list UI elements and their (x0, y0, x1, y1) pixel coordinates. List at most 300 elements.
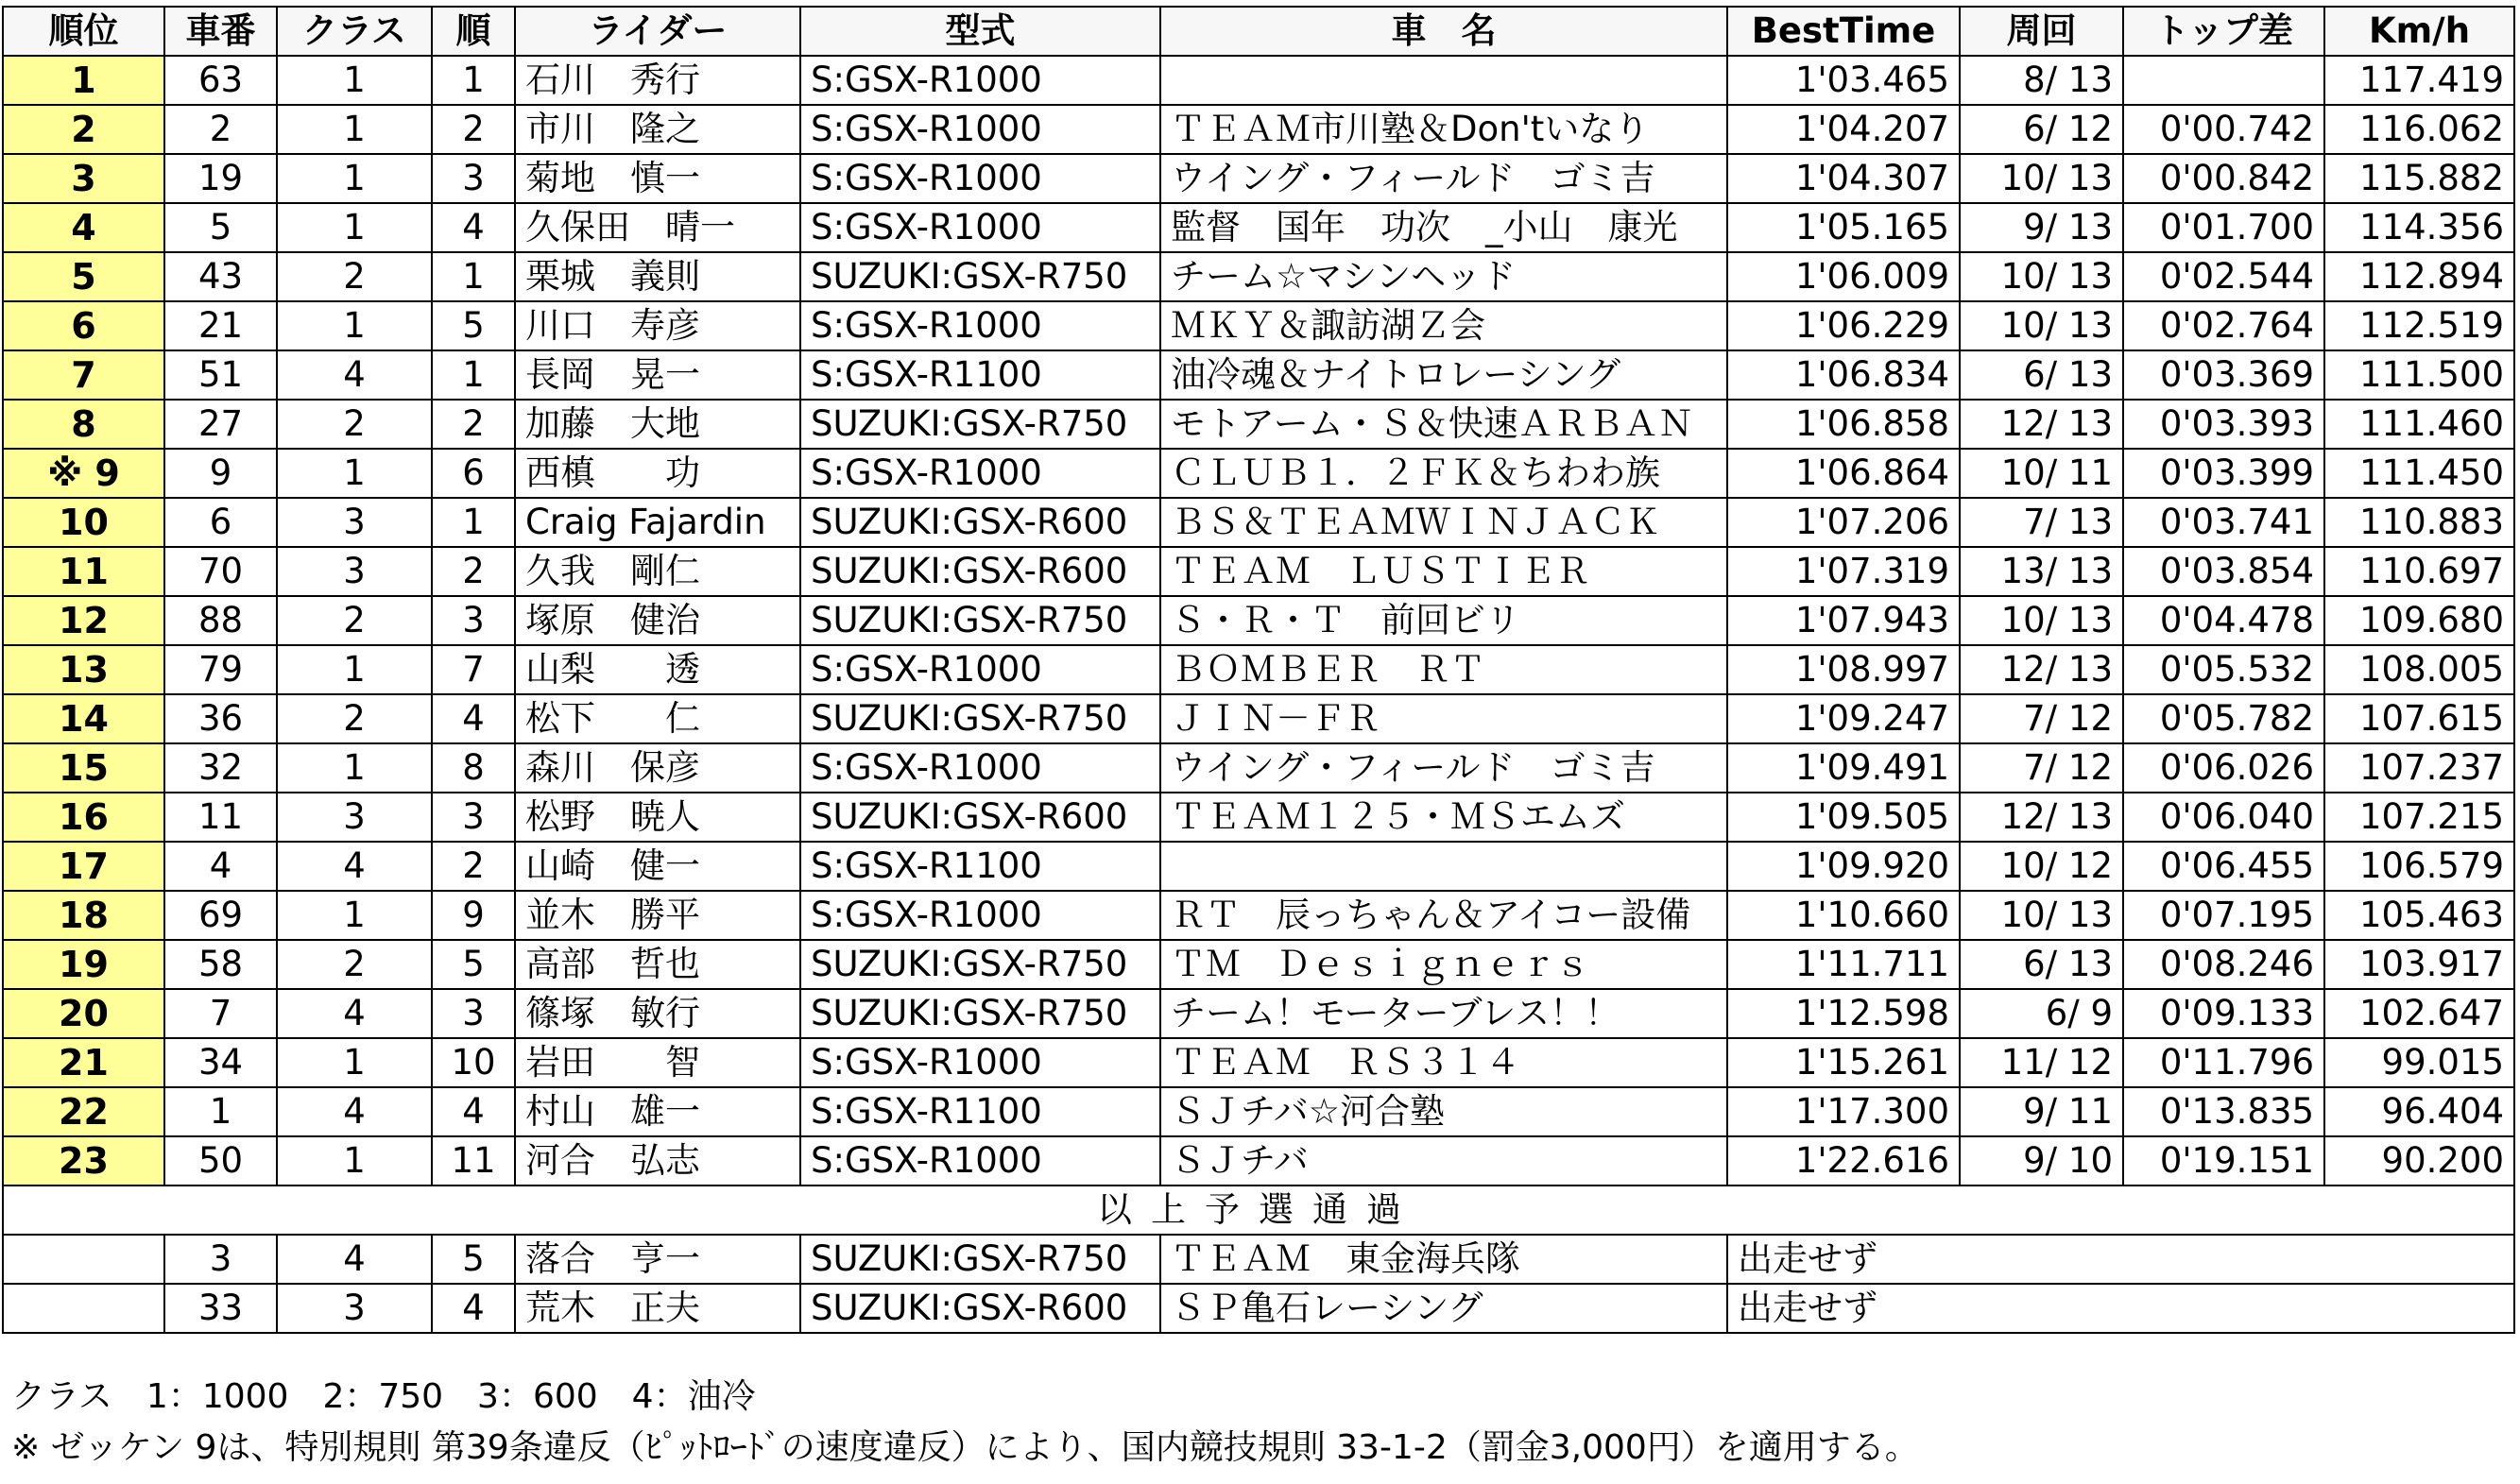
laps-cell: 7/ 12 (1960, 694, 2123, 743)
team-cell: ＳＪチバ (1160, 1136, 1727, 1185)
rider-cell: 加藤 大地 (515, 400, 800, 449)
position-cell: 5 (3, 252, 164, 301)
team-cell: ＲＴ 辰っちゃん＆アイコー設備 (1160, 891, 1727, 940)
speed-cell: 109.680 (2324, 596, 2514, 645)
header-laps: 周回 (1960, 7, 2123, 56)
gap-cell: 0'19.151 (2123, 1136, 2324, 1185)
table-row (3, 56, 2514, 105)
class-cell: 1 (277, 1136, 432, 1185)
position-cell: 15 (3, 743, 164, 793)
number-cell: 11 (164, 793, 277, 842)
header-class-rank: 順 (432, 7, 515, 56)
laps-cell: 12/ 13 (1960, 645, 2123, 694)
rider-cell: 山梨 透 (515, 645, 800, 694)
header-team: 車 名 (1160, 7, 1727, 56)
position-cell: 4 (3, 203, 164, 252)
team-cell: ウイング・フィールド ゴミ吉 (1160, 154, 1727, 203)
qualified-separator: 以上予選通過 (3, 1185, 2514, 1235)
rider-cell: 河合 弘志 (515, 1136, 800, 1185)
position-cell: 22 (3, 1087, 164, 1136)
rider-cell: 森川 保彦 (515, 743, 800, 793)
team-cell: ＣＬＵＢ１．２ＦＫ＆ちわわ族 (1160, 449, 1727, 498)
model-cell: SUZUKI:GSX-R750 (800, 989, 1160, 1038)
laps-cell: 7/ 13 (1960, 498, 2123, 547)
class-cell: 4 (277, 1087, 432, 1136)
class-cell: 2 (277, 940, 432, 989)
rider-cell: 長岡 晃一 (515, 350, 800, 400)
model-cell: S:GSX-R1000 (800, 743, 1160, 793)
laps-cell: 8/ 13 (1960, 56, 2123, 105)
model-cell: SUZUKI:GSX-R750 (800, 252, 1160, 301)
class-cell: 4 (277, 989, 432, 1038)
gap-cell: 0'00.842 (2123, 154, 2324, 203)
rider-cell: 石川 秀行 (515, 56, 800, 105)
class-cell: 3 (277, 547, 432, 596)
best-time-cell: 1'09.491 (1727, 743, 1960, 793)
table-row (3, 203, 2514, 252)
team-cell: ＴＥＡＭ ＲＳ３１４ (1160, 1038, 1727, 1087)
laps-cell: 10/ 11 (1960, 449, 2123, 498)
team-cell: ＴＥＡＭ 東金海兵隊 (1160, 1235, 1727, 1284)
gap-cell: 0'05.782 (2123, 694, 2324, 743)
rider-cell: 松下 仁 (515, 694, 800, 743)
table-row (3, 154, 2514, 203)
number-cell: 69 (164, 891, 277, 940)
laps-cell: 10/ 13 (1960, 301, 2123, 350)
table-row (3, 743, 2514, 793)
penalty-note: ※ ゼッケン 9は、特別規則 第39条違反（ﾋﾟｯﾄﾛｰﾄﾞの速度違反）により、国内競技規則 33-1-2（罰金3,000円）を適用する。 (11, 1428, 1919, 1467)
class-rank-cell: 9 (432, 891, 515, 940)
dns-row (3, 1235, 2514, 1284)
number-cell: 43 (164, 252, 277, 301)
speed-cell: 112.519 (2324, 301, 2514, 350)
class-cell: 2 (277, 400, 432, 449)
speed-cell: 90.200 (2324, 1136, 2514, 1185)
laps-cell: 7/ 12 (1960, 743, 2123, 793)
number-cell: 79 (164, 645, 277, 694)
class-rank-cell: 5 (432, 1235, 515, 1284)
gap-cell: 0'07.195 (2123, 891, 2324, 940)
laps-cell: 10/ 13 (1960, 154, 2123, 203)
laps-cell: 9/ 10 (1960, 1136, 2123, 1185)
gap-cell: 0'03.393 (2123, 400, 2324, 449)
rider-cell: 栗城 義則 (515, 252, 800, 301)
position-cell: 6 (3, 301, 164, 350)
class-legend: クラス 1：1000 2：750 3：600 4：油冷 (11, 1377, 756, 1416)
table-row (3, 1038, 2514, 1087)
header-rider: ライダー (515, 7, 800, 56)
team-cell (1160, 842, 1727, 891)
position-cell: 3 (3, 154, 164, 203)
number-cell: 19 (164, 154, 277, 203)
best-time-cell: 1'07.206 (1727, 498, 1960, 547)
best-time-cell: 1'22.616 (1727, 1136, 1960, 1185)
gap-cell: 0'03.369 (2123, 350, 2324, 400)
class-cell: 4 (277, 1235, 432, 1284)
laps-cell: 10/ 13 (1960, 596, 2123, 645)
class-cell: 1 (277, 56, 432, 105)
team-cell (1160, 56, 1727, 105)
number-cell: 70 (164, 547, 277, 596)
best-time-cell: 1'06.864 (1727, 449, 1960, 498)
header-best-time: BestTime (1727, 7, 1960, 56)
best-time-cell: 1'11.711 (1727, 940, 1960, 989)
speed-cell: 111.450 (2324, 449, 2514, 498)
model-cell: SUZUKI:GSX-R600 (800, 498, 1160, 547)
class-rank-cell: 4 (432, 203, 515, 252)
position-cell: 11 (3, 547, 164, 596)
rider-cell: 塚原 健治 (515, 596, 800, 645)
laps-cell: 6/ 13 (1960, 350, 2123, 400)
dns-row (3, 1284, 2514, 1333)
number-cell: 32 (164, 743, 277, 793)
class-rank-cell: 5 (432, 301, 515, 350)
position-cell: 1 (3, 56, 164, 105)
best-time-cell: 1'15.261 (1727, 1038, 1960, 1087)
number-cell: 6 (164, 498, 277, 547)
model-cell: S:GSX-R1000 (800, 301, 1160, 350)
gap-cell: 0'05.532 (2123, 645, 2324, 694)
class-cell: 1 (277, 645, 432, 694)
model-cell: S:GSX-R1000 (800, 1038, 1160, 1087)
number-cell: 4 (164, 842, 277, 891)
table-row (3, 940, 2514, 989)
gap-cell: 0'04.478 (2123, 596, 2324, 645)
class-cell: 3 (277, 1284, 432, 1333)
team-cell: チーム！モーターブレス！！ (1160, 989, 1727, 1038)
class-cell: 1 (277, 743, 432, 793)
class-cell: 1 (277, 105, 432, 154)
position-cell: 21 (3, 1038, 164, 1087)
model-cell: SUZUKI:GSX-R600 (800, 547, 1160, 596)
speed-cell: 110.697 (2324, 547, 2514, 596)
position-cell: 23 (3, 1136, 164, 1185)
gap-cell: 0'03.741 (2123, 498, 2324, 547)
results-table (2, 6, 2515, 1334)
laps-cell: 12/ 13 (1960, 400, 2123, 449)
rider-cell: 菊地 慎一 (515, 154, 800, 203)
header-model: 型式 (800, 7, 1160, 56)
speed-cell: 106.579 (2324, 842, 2514, 891)
model-cell: S:GSX-R1000 (800, 449, 1160, 498)
rider-cell: 西槙 功 (515, 449, 800, 498)
class-cell: 1 (277, 203, 432, 252)
class-rank-cell: 2 (432, 105, 515, 154)
team-cell: ＴＭ Ｄｅｓｉｇｎｅｒｓ (1160, 940, 1727, 989)
position-cell: 14 (3, 694, 164, 743)
number-cell: 3 (164, 1235, 277, 1284)
model-cell: SUZUKI:GSX-R600 (800, 793, 1160, 842)
class-cell: 2 (277, 596, 432, 645)
laps-cell: 9/ 13 (1960, 203, 2123, 252)
team-cell: 油冷魂＆ナイトロレーシング (1160, 350, 1727, 400)
model-cell: SUZUKI:GSX-R750 (800, 596, 1160, 645)
class-rank-cell: 4 (432, 1284, 515, 1333)
class-cell: 3 (277, 793, 432, 842)
number-cell: 63 (164, 56, 277, 105)
class-rank-cell: 7 (432, 645, 515, 694)
speed-cell: 112.894 (2324, 252, 2514, 301)
gap-cell: 0'02.764 (2123, 301, 2324, 350)
class-rank-cell: 2 (432, 400, 515, 449)
position-cell: ※ 9 (3, 449, 164, 498)
position-cell: 7 (3, 350, 164, 400)
speed-cell: 111.460 (2324, 400, 2514, 449)
header-number: 車番 (164, 7, 277, 56)
model-cell: S:GSX-R1000 (800, 154, 1160, 203)
team-cell: ＪＩＮ－ＦＲ (1160, 694, 1727, 743)
position-cell (3, 1284, 164, 1333)
speed-cell: 110.883 (2324, 498, 2514, 547)
rider-cell: 落合 亨一 (515, 1235, 800, 1284)
model-cell: S:GSX-R1000 (800, 891, 1160, 940)
speed-cell: 111.500 (2324, 350, 2514, 400)
number-cell: 1 (164, 1087, 277, 1136)
number-cell: 7 (164, 989, 277, 1038)
class-cell: 1 (277, 154, 432, 203)
laps-cell: 6/ 9 (1960, 989, 2123, 1038)
number-cell: 36 (164, 694, 277, 743)
gap-cell: 0'08.246 (2123, 940, 2324, 989)
class-rank-cell: 1 (432, 56, 515, 105)
team-cell: ＢＯＭＢＥＲ ＲＴ (1160, 645, 1727, 694)
position-cell: 12 (3, 596, 164, 645)
gap-cell: 0'01.700 (2123, 203, 2324, 252)
class-cell: 2 (277, 694, 432, 743)
class-cell: 1 (277, 1038, 432, 1087)
gap-cell: 0'03.854 (2123, 547, 2324, 596)
best-time-cell: 1'04.307 (1727, 154, 1960, 203)
table-row (3, 105, 2514, 154)
team-cell: 監督 国年 功次 _小山 康光 (1160, 203, 1727, 252)
model-cell: S:GSX-R1100 (800, 842, 1160, 891)
class-rank-cell: 1 (432, 350, 515, 400)
class-rank-cell: 4 (432, 1087, 515, 1136)
best-time-cell: 1'06.009 (1727, 252, 1960, 301)
results-body (3, 56, 2514, 1333)
speed-cell: 116.062 (2324, 105, 2514, 154)
rider-cell: Craig Fajardin (515, 498, 800, 547)
laps-cell: 12/ 13 (1960, 793, 2123, 842)
team-cell: モトアーム・Ｓ＆快速ＡＲＢＡＮ (1160, 400, 1727, 449)
number-cell: 58 (164, 940, 277, 989)
position-cell: 2 (3, 105, 164, 154)
speed-cell: 107.237 (2324, 743, 2514, 793)
position-cell: 17 (3, 842, 164, 891)
table-row (3, 301, 2514, 350)
number-cell: 34 (164, 1038, 277, 1087)
team-cell: ＴＥＡＭ市川塾＆Don'tいなり (1160, 105, 1727, 154)
laps-cell: 10/ 13 (1960, 252, 2123, 301)
speed-cell: 107.215 (2324, 793, 2514, 842)
number-cell: 88 (164, 596, 277, 645)
class-rank-cell: 3 (432, 154, 515, 203)
rider-cell: 荒木 正夫 (515, 1284, 800, 1333)
best-time-cell: 1'17.300 (1727, 1087, 1960, 1136)
rider-cell: 市川 隆之 (515, 105, 800, 154)
position-cell: 16 (3, 793, 164, 842)
rider-cell: 篠塚 敏行 (515, 989, 800, 1038)
team-cell: ＴＥＡＭ ＬＵＳＴＩＥＲ (1160, 547, 1727, 596)
number-cell: 5 (164, 203, 277, 252)
gap-cell: 0'11.796 (2123, 1038, 2324, 1087)
laps-cell: 10/ 12 (1960, 842, 2123, 891)
speed-cell: 102.647 (2324, 989, 2514, 1038)
notes (11, 1372, 1919, 1474)
class-cell: 1 (277, 449, 432, 498)
table-row (3, 842, 2514, 891)
number-cell: 51 (164, 350, 277, 400)
best-time-cell: 1'05.165 (1727, 203, 1960, 252)
header-class: クラス (277, 7, 432, 56)
team-cell: ＭＫＹ＆諏訪湖Ｚ会 (1160, 301, 1727, 350)
speed-cell: 99.015 (2324, 1038, 2514, 1087)
status-cell: 出走せず (1727, 1235, 2514, 1284)
table-row (3, 400, 2514, 449)
table-row (3, 645, 2514, 694)
rider-cell: 山崎 健一 (515, 842, 800, 891)
table-row (3, 449, 2514, 498)
best-time-cell: 1'12.598 (1727, 989, 1960, 1038)
class-rank-cell: 11 (432, 1136, 515, 1185)
rider-cell: 高部 哲也 (515, 940, 800, 989)
speed-cell: 108.005 (2324, 645, 2514, 694)
table-row (3, 1136, 2514, 1185)
class-cell: 1 (277, 301, 432, 350)
table-row (3, 596, 2514, 645)
rider-cell: 並木 勝平 (515, 891, 800, 940)
laps-cell: 9/ 11 (1960, 1087, 2123, 1136)
position-cell: 19 (3, 940, 164, 989)
speed-cell: 96.404 (2324, 1087, 2514, 1136)
team-cell: チーム☆マシンヘッド (1160, 252, 1727, 301)
model-cell: SUZUKI:GSX-R750 (800, 940, 1160, 989)
rider-cell: 村山 雄一 (515, 1087, 800, 1136)
number-cell: 27 (164, 400, 277, 449)
header-row (3, 7, 2514, 56)
status-cell: 出走せず (1727, 1284, 2514, 1333)
position-cell: 18 (3, 891, 164, 940)
rider-cell: 岩田 智 (515, 1038, 800, 1087)
best-time-cell: 1'09.920 (1727, 842, 1960, 891)
model-cell: SUZUKI:GSX-R750 (800, 400, 1160, 449)
speed-cell: 115.882 (2324, 154, 2514, 203)
number-cell: 9 (164, 449, 277, 498)
speed-cell: 114.356 (2324, 203, 2514, 252)
speed-cell: 103.917 (2324, 940, 2514, 989)
rider-cell: 久我 剛仁 (515, 547, 800, 596)
team-cell: Ｓ・Ｒ・Ｔ 前回ビリ (1160, 596, 1727, 645)
results-sheet (2, 6, 2515, 1467)
model-cell: S:GSX-R1000 (800, 1136, 1160, 1185)
laps-cell: 11/ 12 (1960, 1038, 2123, 1087)
best-time-cell: 1'04.207 (1727, 105, 1960, 154)
header-gap: トップ差 (2123, 7, 2324, 56)
table-row (3, 252, 2514, 301)
gap-cell: 0'00.742 (2123, 105, 2324, 154)
gap-cell: 0'02.544 (2123, 252, 2324, 301)
number-cell: 21 (164, 301, 277, 350)
class-rank-cell: 8 (432, 743, 515, 793)
position-cell: 10 (3, 498, 164, 547)
team-cell: ＢＳ＆ＴＥＡＭＷＩＮＪＡＣＫ (1160, 498, 1727, 547)
class-cell: 2 (277, 252, 432, 301)
team-cell: ウイング・フィールド ゴミ吉 (1160, 743, 1727, 793)
model-cell: SUZUKI:GSX-R750 (800, 694, 1160, 743)
class-cell: 4 (277, 842, 432, 891)
table-row (3, 1087, 2514, 1136)
gap-cell: 0'06.455 (2123, 842, 2324, 891)
header-position: 順位 (3, 7, 164, 56)
table-row (3, 891, 2514, 940)
best-time-cell: 1'09.247 (1727, 694, 1960, 743)
class-rank-cell: 4 (432, 694, 515, 743)
laps-cell: 13/ 13 (1960, 547, 2123, 596)
best-time-cell: 1'06.858 (1727, 400, 1960, 449)
table-row (3, 547, 2514, 596)
model-cell: S:GSX-R1000 (800, 56, 1160, 105)
position-cell: 8 (3, 400, 164, 449)
class-rank-cell: 5 (432, 940, 515, 989)
best-time-cell: 1'06.229 (1727, 301, 1960, 350)
best-time-cell: 1'09.505 (1727, 793, 1960, 842)
laps-cell: 6/ 13 (1960, 940, 2123, 989)
gap-cell: 0'09.133 (2123, 989, 2324, 1038)
position-cell (3, 1235, 164, 1284)
table-row (3, 350, 2514, 400)
table-row (3, 694, 2514, 743)
model-cell: SUZUKI:GSX-R600 (800, 1284, 1160, 1333)
rider-cell: 川口 寿彦 (515, 301, 800, 350)
model-cell: S:GSX-R1100 (800, 1087, 1160, 1136)
best-time-cell: 1'08.997 (1727, 645, 1960, 694)
qualified-separator-row (3, 1185, 2514, 1235)
class-rank-cell: 2 (432, 842, 515, 891)
class-rank-cell: 6 (432, 449, 515, 498)
model-cell: S:GSX-R1000 (800, 203, 1160, 252)
position-cell: 20 (3, 989, 164, 1038)
speed-cell: 117.419 (2324, 56, 2514, 105)
number-cell: 2 (164, 105, 277, 154)
model-cell: S:GSX-R1000 (800, 645, 1160, 694)
gap-cell (2123, 56, 2324, 105)
header-speed: Km/h (2324, 7, 2514, 56)
speed-cell: 107.615 (2324, 694, 2514, 743)
best-time-cell: 1'07.943 (1727, 596, 1960, 645)
gap-cell: 0'06.026 (2123, 743, 2324, 793)
best-time-cell: 1'10.660 (1727, 891, 1960, 940)
class-rank-cell: 2 (432, 547, 515, 596)
table-row (3, 793, 2514, 842)
table-row (3, 989, 2514, 1038)
class-rank-cell: 1 (432, 252, 515, 301)
rider-cell: 久保田 晴一 (515, 203, 800, 252)
laps-cell: 6/ 12 (1960, 105, 2123, 154)
number-cell: 50 (164, 1136, 277, 1185)
number-cell: 33 (164, 1284, 277, 1333)
class-rank-cell: 1 (432, 498, 515, 547)
gap-cell: 0'06.040 (2123, 793, 2324, 842)
class-cell: 4 (277, 350, 432, 400)
team-cell: ＳＰ亀石レーシング (1160, 1284, 1727, 1333)
gap-cell: 0'03.399 (2123, 449, 2324, 498)
model-cell: S:GSX-R1100 (800, 350, 1160, 400)
laps-cell: 10/ 13 (1960, 891, 2123, 940)
team-cell: ＴＥＡＭ１２５・ＭＳエムズ (1160, 793, 1727, 842)
class-rank-cell: 3 (432, 596, 515, 645)
position-cell: 13 (3, 645, 164, 694)
model-cell: S:GSX-R1000 (800, 105, 1160, 154)
